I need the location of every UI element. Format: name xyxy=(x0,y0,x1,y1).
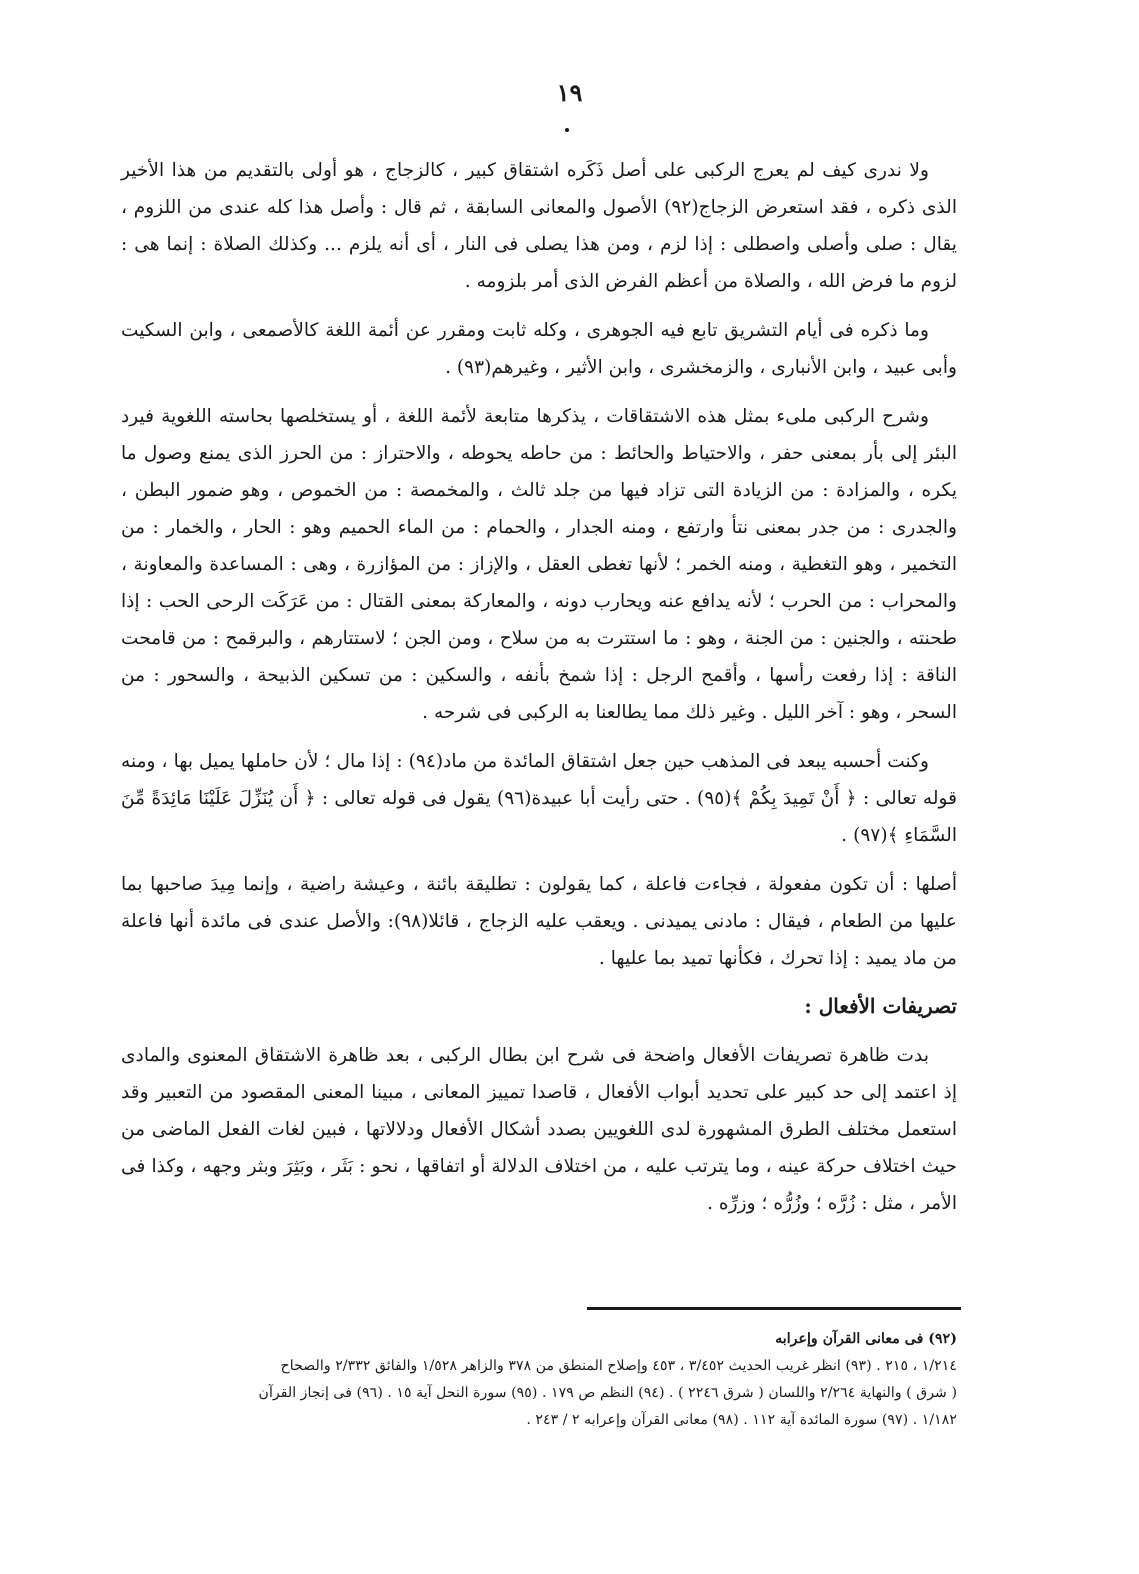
ornament-dot xyxy=(565,128,569,132)
paragraph: وشرح الركبى ملىء بمثل هذه الاشتقاقات ، يذكرها متابعة لأئمة اللغة ، أو يستخلصها بحاسته اللغوية فيرد البئر إلى بأر بمعنى حفر ، والاحتياط والحائط : من حاطه يحوطه ، والاحتراز : من الحرز الذى يمنع وصول ما يكره ، والمزادة : من الزيادة التى تزاد فيها من جلد ثالث ، والمخمصة : من الخموص ، وهو ضمور البطن ، والجدرى : من جدر بمعنى نتأ وارتفع ، ومنه الجدار ، والحمام : من الماء الحميم وهو : الحار ، والخمار : من التخمير ، وهو التغطية ، ومنه الخمر ؛ لأنها تغطى العقل ، والإزاز : من المؤازرة ، وهى : المساعدة والمعاونة ، والمحراب : من الحرب ؛ لأنه يدافع عنه ويحارب دونه ، والمعاركة بمعنى القتال : من عَرَكَت الرحى الحب : إذا طحنته ، والجنين : من الجنة ، وهو : ما استترت به من سلاح ، ومن الجن ؛ لاستتارهم ، والبرقمح : من قامحت الناقة : إذا رفعت رأسها ، وأقمح الرجل : إذا شمخ بأنفه ، والسكين : من تسكين الذبيحة ، والسحور : من السحر ، وهو : آخر الليل . وغير ذلك مما يطالعنا به الركبى فى شرحه . xyxy=(121,406,957,723)
footnote-divider xyxy=(587,1307,961,1310)
footnote-line: ١/٢١٤ ، ٢١٥ . (٩٣) انظر غريب الحديث ٣/٤٥٢ ، ٤٥٣ وإصلاح المنطق من ٣٧٨ والزاهر ١/٥٢٨ والفائق ٢/٣٣٢ والصحاح xyxy=(280,1358,957,1374)
page-number: ١٩ xyxy=(556,78,583,107)
paragraph: وكنت أحسبه يبعد فى المذهب حين جعل اشتقاق المائدة من ماد(٩٤) : إذا مال ؛ لأن حاملها يميل بها ، ومنه قوله تعالى : ﴿ أَنْ تَمِيدَ بِكُمْ ﴾(٩٥) . حتى رأيت أبا عبيدة(٩٦) يقول فى قوله تعالى : ﴿ أَن يُنَزِّلَ عَلَيْنَا مَائِدَةً مِّنَ السَّمَاءِ ﴾(٩٧) . xyxy=(121,751,957,846)
body-text xyxy=(121,152,957,1234)
footnote-line: ١/١٨٢ . (٩٧) سورة المائدة آية ١١٢ . (٩٨) معانى القرآن وإعرابه ٢ / ٢٤٣ . xyxy=(526,1412,957,1428)
paragraph: وما ذكره فى أيام التشريق تابع فيه الجوهرى ، وكله ثابت ومقرر عن أئمة اللغة كالأصمعى ، وابن السكيت وأبى عبيد ، وابن الأنبارى ، والزمخشرى ، وابن الأثير ، وغيرهم(٩٣) . xyxy=(121,320,957,378)
footnotes xyxy=(121,1326,957,1434)
paragraph: ولا ندرى كيف لم يعرج الركبى على أصل ذَكَره اشتقاق كبير ، كالزجاج ، هو أولى بالتقديم من هذا الأخير الذى ذكره ، فقد استعرض الزجاج(٩٢) الأصول والمعانى السابقة ، ثم قال : وأصل هذا كله عندى من اللزوم ، يقال : صلى وأصلى واصطلى : إذا لزم ، ومن هذا يصلى فى النار ، أى أنه يلزم ... وكذلك الصلاة : إنما هى : لزوم ما فرض الله ، والصلاة من أعظم الفرض الذى أمر بلزومه . xyxy=(121,160,957,292)
footnote-title: (٩٢) فى معانى القرآن وإعرابه xyxy=(775,1331,957,1347)
paragraph: أصلها : أن تكون مفعولة ، فجاءت فاعلة ، كما يقولون : تطليقة بائنة ، وعيشة راضية ، وإنما مِيدَ صاحبها بما عليها من الطعام ، فيقال : مادنى يميدنى . ويعقب عليه الزجاج ، قائلا(٩٨): والأصل عندى فى مائدة أنها فاعلة من ماد يميد : إذا تحرك ، فكأنها تميد بما عليها . xyxy=(121,874,958,969)
section-heading: تصريفات الأفعال : xyxy=(804,994,957,1018)
paragraph: بدت ظاهرة تصريفات الأفعال واضحة فى شرح ابن بطال الركبى ، بعد ظاهرة الاشتقاق المعنوى والمادى إذ اعتمد إلى حد كبير على تحديد أبواب الأفعال ، قاصدا تمييز المعانى ، مبينا المعنى المقصود من التعبير وقد استعمل مختلف الطرق المشهورة لدى اللغويين بصدد أشكال الأفعال ودلالاتها ، فبين لغات الفعل الماضى من حيث اختلاف حركة عينه ، وما يترتب عليه ، من اختلاف الدلالة أو اتفاقها ، نحو : بَثَر ، وبَثِرَ وبثر وجهه ، وكذا فى الأمر ، مثل : زُرَّه ؛ وزُرُّه ؛ وزرِّه . xyxy=(121,1045,957,1214)
footnote-line: ( شرق ) والنهاية ٢/٢٦٤ واللسان ( شرق ٢٢٤٦ ) . (٩٤) النظم ص ١٧٩ . (٩٥) سورة النحل آية ١٥ . (٩٦) فى إنجاز القرآن xyxy=(258,1385,957,1401)
